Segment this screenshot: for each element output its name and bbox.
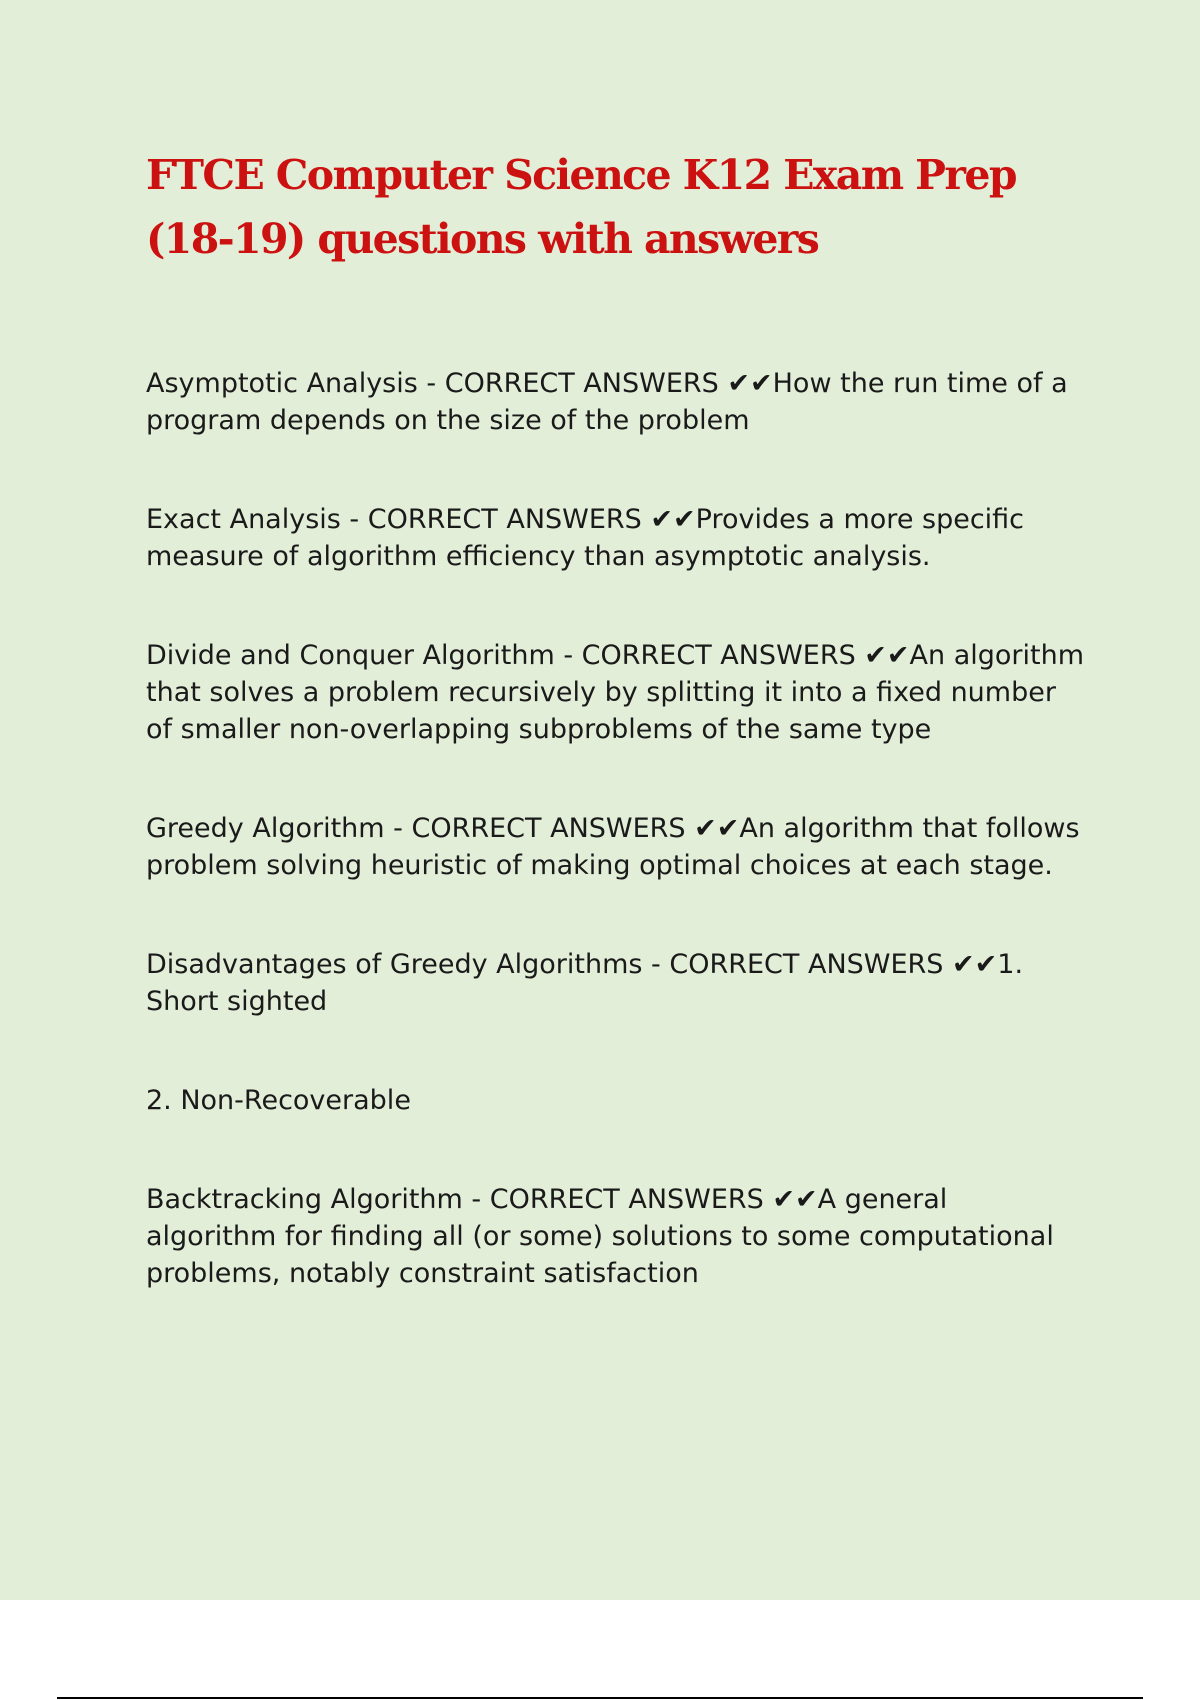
- qa-entry-greedy-algorithm: Greedy Algorithm - CORRECT ANSWERS ✔✔An algorithm that follows problem solving heuristic of making optimal choices at each stage.: [146, 813, 1080, 881]
- qa-entry-greedy-disadvantages: Disadvantages of Greedy Algorithms - CORRECT ANSWERS ✔✔1. Short sighted: [146, 949, 1024, 1017]
- footer-divider: [57, 1697, 1143, 1699]
- qa-entry-non-recoverable: 2. Non-Recoverable: [146, 1085, 411, 1116]
- qa-entry-exact-analysis: Exact Analysis - CORRECT ANSWERS ✔✔Provides a more specific measure of algorithm efficiency than asymptotic analysis.: [146, 504, 1025, 572]
- qa-entry-divide-and-conquer: Divide and Conquer Algorithm - CORRECT ANSWERS ✔✔An algorithm that solves a problem recursively by splitting it into a fixed number of smaller non-overlapping subproblems of the same type: [146, 640, 1085, 745]
- qa-entry-asymptotic-analysis: Asymptotic Analysis - CORRECT ANSWERS ✔✔How the run time of a program depends on the size of the problem: [146, 368, 1068, 436]
- qa-list: [146, 365, 1086, 1354]
- document-title: FTCE Computer Science K12 Exam Prep (18-19) questions with answers: [146, 151, 1016, 263]
- qa-entry-backtracking: Backtracking Algorithm - CORRECT ANSWERS ✔✔A general algorithm for finding all (or some) solutions to some computational problems, notably constraint satisfaction: [146, 1184, 1054, 1289]
